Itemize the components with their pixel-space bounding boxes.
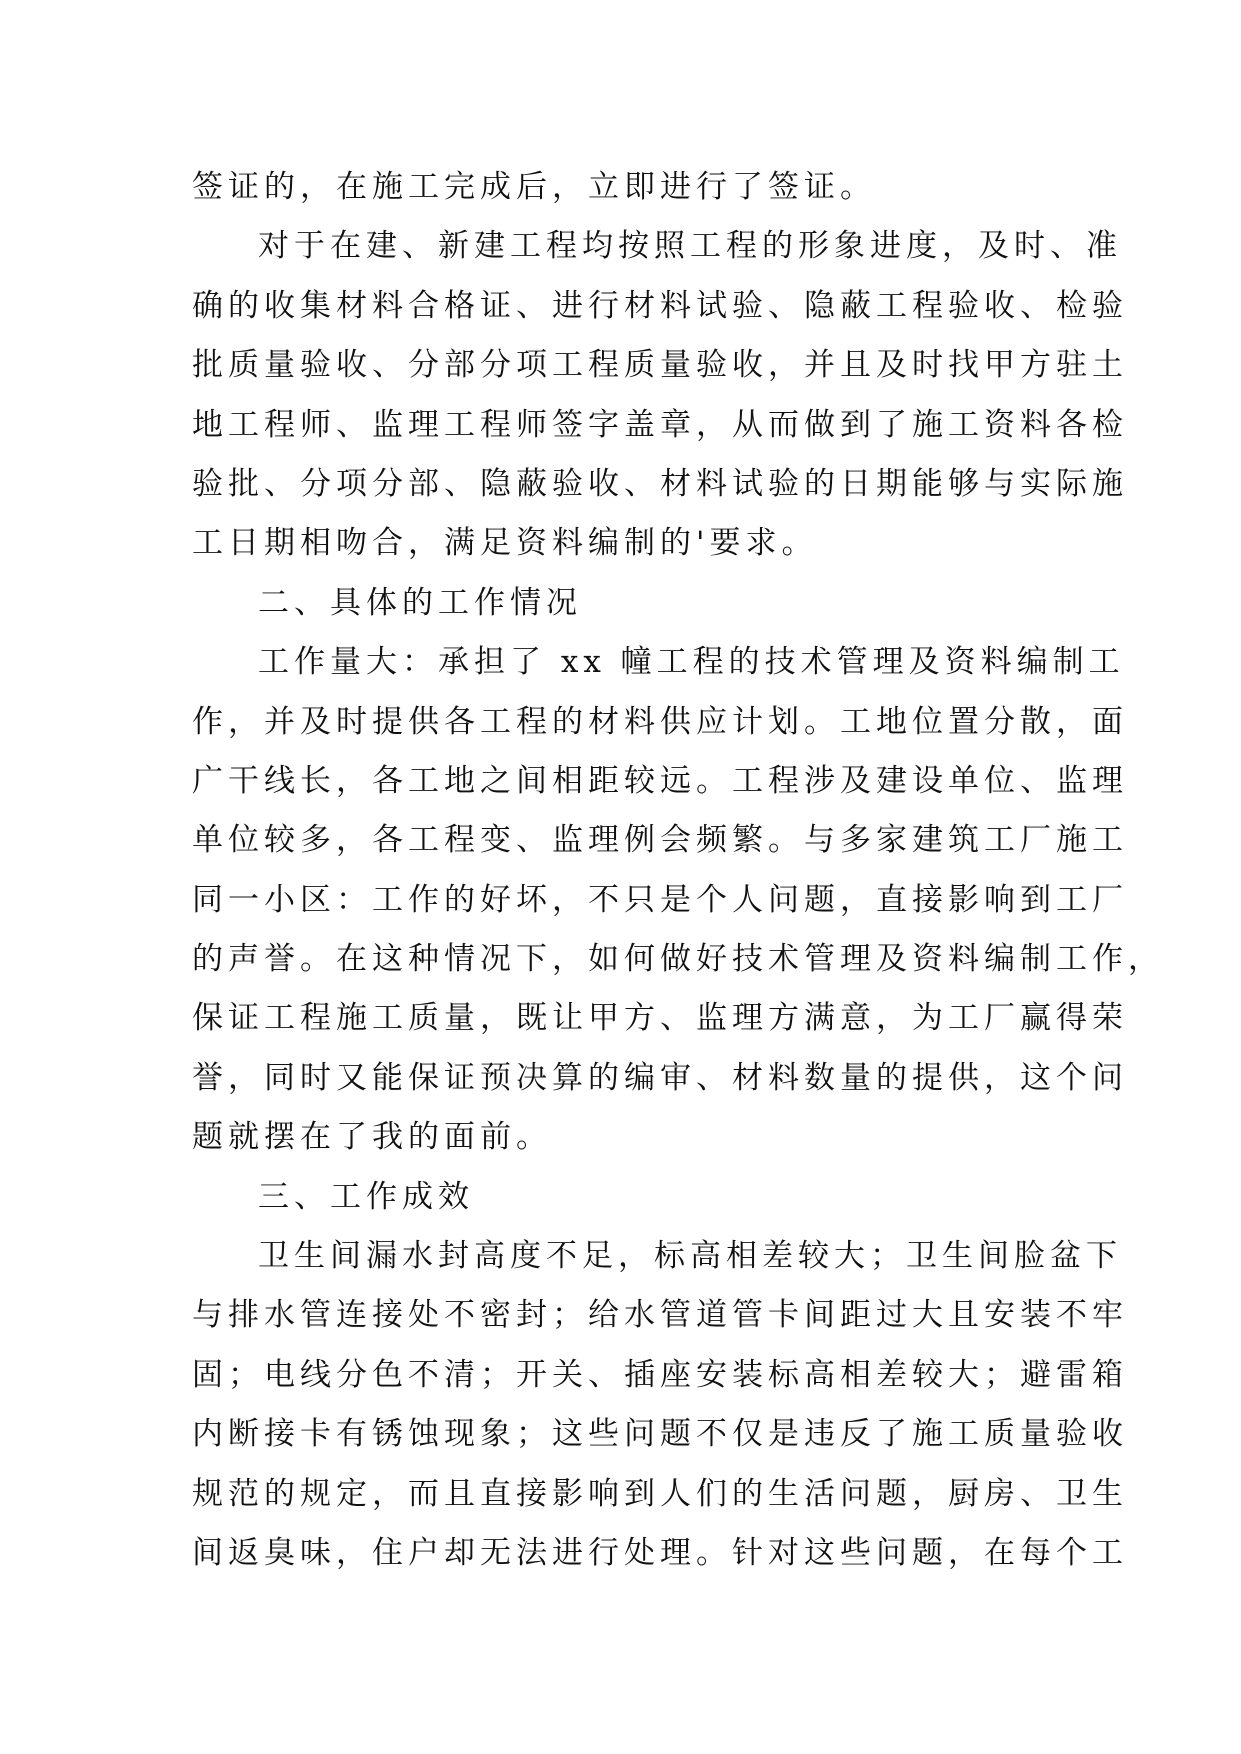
text-line: 确的收集材料合格证、进行材料试验、隐蔽工程验收、检验 (192, 287, 1128, 324)
text-line: 验批、分项分部、隐蔽验收、材料试验的日期能够与实际施 (192, 465, 1128, 502)
text-line: 广干线长，各工地之间相距较远。工程涉及建设单位、监理 (192, 762, 1128, 799)
section-heading (192, 574, 1052, 633)
text-line: 卫生间漏水封高度不足，标高相差较大；卫生间脸盆下 (258, 1238, 1122, 1275)
text-line: 的声誉。在这种情况下，如何做好技术管理及资料编制工作， (192, 941, 1164, 978)
section-heading (192, 1168, 1052, 1227)
text-line: 对于在建、新建工程均按照工程的形象进度，及时、准 (258, 228, 1122, 265)
text-line: 同一小区：工作的好坏，不只是个人问题，直接影响到工厂 (192, 881, 1128, 918)
text-line: 批质量验收、分部分项工程质量验收，并且及时找甲方驻土 (192, 347, 1128, 384)
text-line: 保证工程施工质量，既让甲方、监理方满意，为工厂赢得荣 (192, 1000, 1128, 1037)
text-line: 间返臭味，住户却无法进行处理。针对这些问题，在每个工 (192, 1534, 1128, 1571)
paragraph (192, 217, 1128, 573)
paragraph (192, 633, 1164, 1168)
document-body (192, 158, 1164, 1583)
text-line: 签证的，在施工完成后，立即进行了签证。 (192, 169, 876, 205)
text-line: 题就摆在了我的面前。 (192, 1119, 552, 1156)
text-line: 二、具体的工作情况 (258, 584, 582, 621)
text-line: 三、工作成效 (258, 1178, 474, 1215)
text-line: 作，并及时提供各工程的材料供应计划。工地位置分散，面 (192, 703, 1128, 740)
text-line: 固；电线分色不清；开关、插座安装标高相差较大；避雷箱 (192, 1356, 1128, 1393)
text-line: 地工程师、监理工程师签字盖章，从而做到了施工资料各检 (192, 406, 1128, 443)
paragraph (192, 1227, 1128, 1583)
paragraph (192, 158, 1052, 217)
text-line: 规范的规定，而且直接影响到人们的生活问题，厨房、卫生 (192, 1475, 1128, 1512)
text-line: 与排水管连接处不密封；给水管道管卡间距过大且安装不牢 (192, 1297, 1128, 1334)
text-line: 工作量大：承担了 xx 幢工程的技术管理及资料编制工 (258, 644, 1125, 681)
text-line: 内断接卡有锈蚀现象；这些问题不仅是违反了施工质量验收 (192, 1416, 1128, 1453)
text-line: 誉，同时又能保证预决算的编审、材料数量的提供，这个问 (192, 1059, 1128, 1096)
text-line: 单位较多，各工程变、监理例会频繁。与多家建筑工厂施工 (192, 822, 1128, 859)
text-line: 工日期相吻合，满足资料编制的'要求。 (192, 525, 818, 562)
